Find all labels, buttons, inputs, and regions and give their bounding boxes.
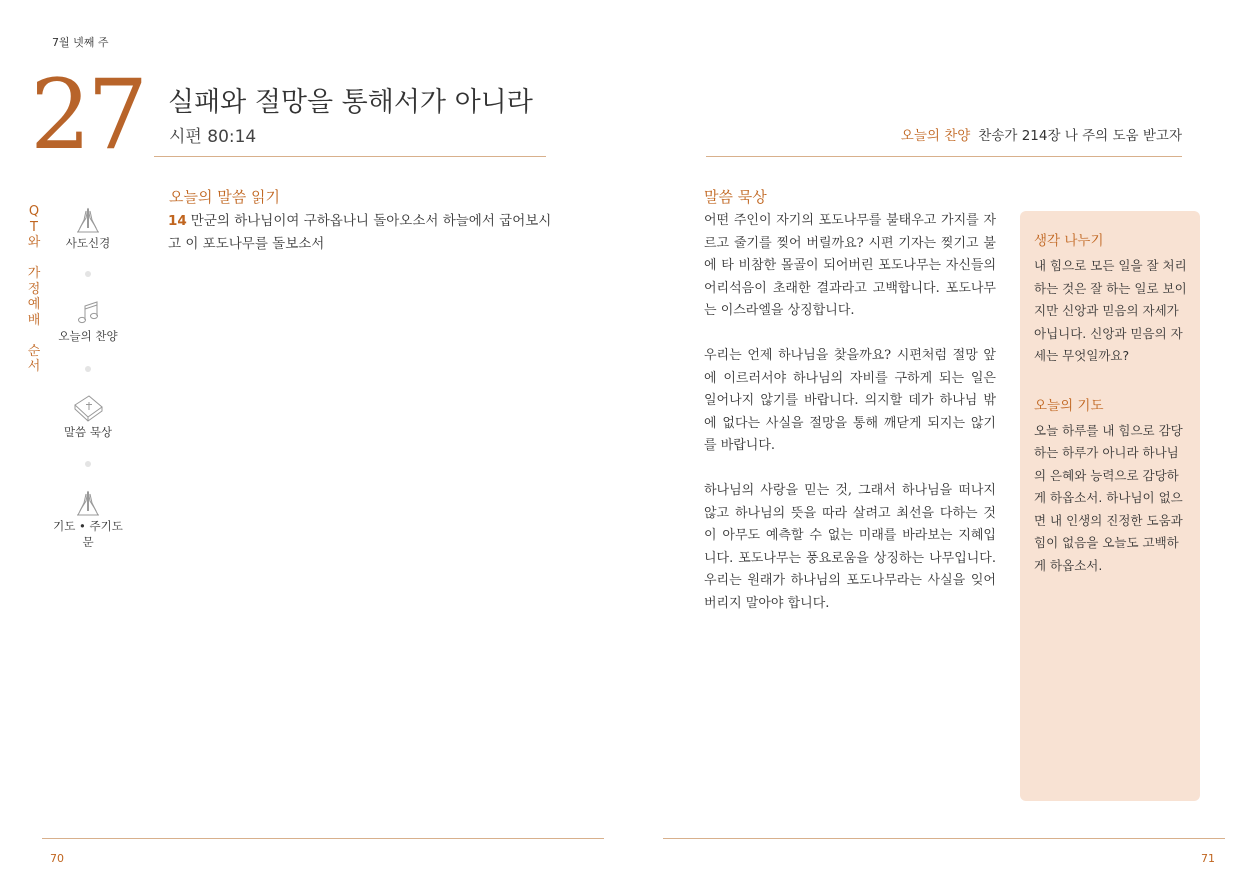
vertical-title-char: 예 [27, 297, 41, 312]
vertical-title-char: Q [28, 204, 40, 219]
hymn-label: 오늘의 찬양 [900, 128, 971, 144]
reading-heading: 오늘의 말씀 읽기 [169, 188, 280, 206]
step-todays-hymn [52, 296, 124, 344]
verse-text: 만군의 하나님이여 구하옵나니 돌아오소서 하늘에서 굽어보시고 이 포도나무를 돌보소서 [168, 213, 552, 252]
discussion-box [1020, 211, 1200, 801]
music-note-icon [52, 296, 124, 328]
vertical-title-gap [27, 251, 41, 267]
page-title: 실패와 절망을 통해서가 아니라 [168, 87, 533, 118]
praying-hands-icon [52, 486, 124, 518]
scripture-reference: 시편 80:14 [169, 127, 257, 147]
share-text: 내 힘으로 모든 일을 잘 처리하는 것은 잘 하는 일로 보이지만 신앙과 믿음의 자세가 아닙니다. 신앙과 믿음의 자세는 무엇일까요? [1034, 258, 1187, 363]
sidebar-vertical-title [27, 204, 41, 375]
week-label: 7월 넷째 주 [52, 36, 109, 49]
prayer-text: 오늘 하루를 내 힘으로 감당하는 하루가 아니라 하나님의 은혜와 능력으로 감당하게 하옵소서. 하나님이 없으면 내 인생의 진정한 도움과 힘이 없음을 오늘도 고백하게 하옵소서. [1034, 422, 1183, 573]
page-number-right: 71 [1201, 852, 1215, 865]
verse-number: 14 [168, 213, 187, 229]
hymn-text: 찬송가 214장 나 주의 도움 받고자 [978, 128, 1182, 144]
step-separator-dot [85, 271, 91, 277]
step-label: 말씀 묵상 [63, 425, 113, 439]
meditation-paragraph: 어떤 주인이 자기의 포도나무를 불태우고 가지를 자르고 줄기를 찢어 버릴까요? 시편 기자는 찢기고 불에 타 비참한 몰골이 되어버린 포도나무는 자신들의 어리석음이 초래한 결과라고 고백합니다. 포도나무는 이스라엘을 상징합니다. [704, 213, 996, 318]
step-prayer [52, 486, 124, 550]
bible-icon [52, 392, 124, 424]
step-word-meditation [52, 392, 124, 440]
step-label: 사도신경 [65, 236, 111, 250]
vertical-title-char: 와 [27, 235, 41, 250]
vertical-title-char: 배 [27, 312, 41, 328]
praying-hands-icon [52, 203, 124, 235]
step-separator-dot [85, 366, 91, 372]
footer-divider-right [663, 838, 1225, 839]
meditation-paragraph: 우리는 언제 하나님을 찾을까요? 시편처럼 절망 앞에 이르러서야 하나님의 자비를 구하게 되는 일은 일어나지 않기를 바랍니다. 의지할 데가 하나님 밖에 없다는 사실을 절망을 통해 깨닫게 되지는 않기를 바랍니다. [704, 348, 996, 453]
vertical-title-char: 순 [27, 343, 41, 359]
vertical-title-char: T [30, 219, 38, 235]
step-label: 오늘의 찬양 [58, 329, 118, 343]
footer-divider-left [42, 838, 604, 839]
share-heading: 생각 나누기 [1034, 233, 1104, 249]
header-divider-right [706, 156, 1182, 157]
header-divider-left [154, 156, 546, 157]
meditation-heading: 말씀 묵상 [704, 188, 767, 206]
step-label: 기도 • 주기도문 [53, 519, 123, 549]
vertical-title-char: 서 [27, 359, 41, 374]
hymn-info [901, 124, 1182, 144]
vertical-title-char: 가 [27, 266, 41, 281]
day-number: 27 [30, 59, 145, 171]
page-number-left: 70 [50, 852, 64, 865]
step-apostles-creed [52, 203, 124, 251]
verse-block [168, 210, 558, 256]
vertical-title-char: 정 [27, 281, 41, 297]
meditation-paragraph: 하나님의 사랑을 믿는 것, 그래서 하나님을 떠나지 않고 하나님의 뜻을 따라 살려고 최선을 다하는 것이 아무도 예측할 수 없는 미래를 바라보는 지혜입니다. 포도나무는 풍요로움을 상징하는 나무입니다. 우리는 원래가 하나님의 포도나무라는 사실을 잊어 버리지 말아야 합니다. [704, 483, 996, 611]
vertical-title-gap [27, 328, 41, 344]
step-separator-dot [85, 461, 91, 467]
prayer-heading: 오늘의 기도 [1034, 397, 1104, 414]
meditation-body [704, 210, 996, 638]
